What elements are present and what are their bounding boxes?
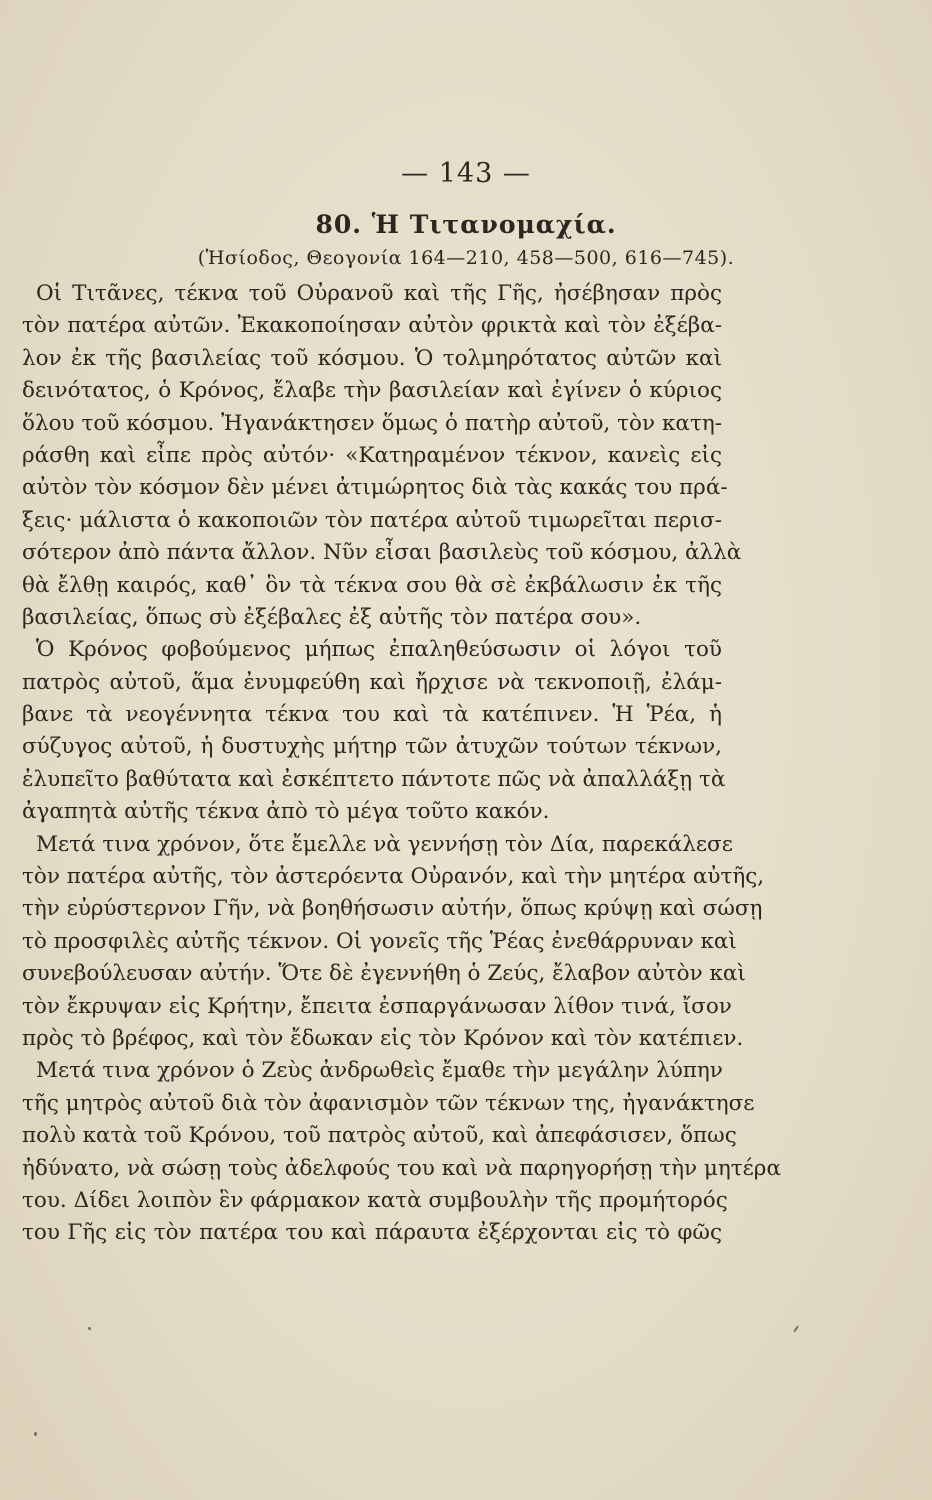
text-line: αὐτὸν τὸν κόσμον δὲν μένει ἀτιμώρητος διὰ τὰς κακάς του πρά-: [22, 475, 728, 501]
text-line: ἠδύνατο, νὰ σώσῃ τοὺς ἀδελφούς του καὶ νὰ παρηγορήσῃ τὴν μητέρα: [22, 1155, 781, 1181]
text-line: σότερον ἀπὸ πάντα ἄλλον. Νῦν εἶσαι βασιλεὺς τοῦ κόσμου, ἀλλὰ: [22, 540, 742, 566]
paragraph: [22, 278, 742, 634]
text-line: τὸν ἔκρυψαν εἰς Κρήτην, ἔπειτα ἐσπαργάνωσαν λίθον τινά, ἴσον: [22, 993, 732, 1019]
text-line: τὸν πατέρα αὐτῶν. Ἐκακοποίησαν αὐτὸν φρικτὰ καὶ τὸν ἐξέβα-: [22, 313, 722, 339]
chapter-title: 80. Ἡ Τιτανομαχία.: [315, 210, 617, 239]
text-line: τὸ προσφιλὲς αὐτῆς τέκνον. Οἱ γονεῖς τῆς Ῥέας ἐνεθάρρυναν καὶ: [22, 928, 737, 954]
paper-speck: [88, 1327, 91, 1330]
text-line: πολὺ κατὰ τοῦ Κρόνου, τοῦ πατρὸς αὐτοῦ, καὶ ἀπεφάσισεν, ὅπως: [22, 1123, 737, 1149]
text-line: βανε τὰ νεογέννητα τέκνα του καὶ τὰ κατέπινεν. Ἡ Ῥέα, ἡ: [22, 702, 722, 728]
body-text: [22, 278, 781, 1250]
text-line: συνεβούλευσαν αὐτήν. Ὅτε δὲ ἐγεννήθη ὁ Ζεύς, ἔλαβον αὐτὸν καὶ: [22, 961, 746, 987]
text-line: Ὁ Κρόνος φοβούμενος μήπως ἐπαληθεύσωσιν οἱ λόγοι τοῦ: [36, 637, 722, 663]
text-line: τὴν εὐρύστερνον Γῆν, νὰ βοηθήσωσιν αὐτήν, ὅπως κρύψῃ καὶ σώσῃ: [22, 896, 763, 922]
text-line: τῆς μητρὸς αὐτοῦ διὰ τὸν ἀφανισμὸν τῶν τέκνων της, ἠγανάκτησε: [22, 1090, 755, 1116]
paper-speck: [34, 1432, 37, 1436]
text-line: ὅλου τοῦ κόσμου. Ἠγανάκτησεν ὅμως ὁ πατὴρ αὐτοῦ, τὸν κατη-: [22, 410, 722, 436]
text-line: Μετά τινα χρόνον ὁ Ζεὺς ἀνδρωθεὶς ἔμαθε τὴν μεγάλην λύπην: [36, 1058, 723, 1084]
text-line: ἐλυπεῖτο βαθύτατα καὶ ἐσκέπτετο πάντοτε πῶς νὰ ἀπαλλάξῃ τὰ: [22, 766, 726, 792]
paper-speck: [793, 1325, 799, 1333]
paragraph: [22, 634, 726, 828]
text-line: Οἱ Τιτᾶνες, τέκνα τοῦ Οὐρανοῦ καὶ τῆς Γῆς, ἠσέβησαν πρὸς: [36, 281, 722, 306]
text-line: θὰ ἔλθῃ καιρός, καθ᾽ ὃν τὰ τέκνα σου θὰ σὲ ἐκβάλωσιν ἐκ τῆς: [22, 572, 722, 598]
text-line: σύζυγος αὐτοῦ, ἡ δυστυχὴς μήτηρ τῶν ἀτυχῶν τούτων τέκνων,: [22, 734, 722, 760]
page-number: — 143 —: [401, 158, 531, 189]
paragraph: [22, 1055, 781, 1249]
source-citation: (Ἡσίοδος, Θεογονία 164—210, 458—500, 616—745).: [197, 247, 735, 269]
text-line: ράσθη καὶ εἶπε πρὸς αὐτόν· «Κατηραμένον τέκνον, κανεὶς εἰς: [22, 442, 722, 468]
text-line: ξεις· μάλιστα ὁ κακοποιῶν τὸν πατέρα αὐτοῦ τιμωρεῖται περισ-: [22, 507, 722, 533]
text-line: πατρὸς αὐτοῦ, ἅμα ἐνυμφεύθη καὶ ἤρχισε νὰ τεκνοποιῇ, ἐλάμ-: [22, 669, 722, 695]
text-line: τὸν πατέρα αὐτῆς, τὸν ἀστερόεντα Οὐρανόν, καὶ τὴν μητέρα αὐτῆς,: [22, 864, 765, 890]
text-line: δεινότατος, ὁ Κρόνος, ἔλαβε τὴν βασιλείαν καὶ ἐγίνεν ὁ κύριος: [22, 378, 722, 404]
text-line: Μετά τινα χρόνον, ὅτε ἔμελλε νὰ γεννήσῃ τὸν Δία, παρεκάλεσε: [36, 831, 733, 857]
text-line: πρὸς τὸ βρέφος, καὶ τὸν ἔδωκαν εἰς τὸν Κρόνον καὶ τὸν κατέπιεν.: [22, 1025, 744, 1051]
text-line: λον ἐκ τῆς βασιλείας τοῦ κόσμου. Ὁ τολμηρότατος αὐτῶν καὶ: [22, 345, 722, 371]
text-line: του Γῆς εἰς τὸν πατέρα του καὶ πάραυτα ἐξέρχονται εἰς τὸ φῶς: [22, 1220, 722, 1246]
text-line: ἀγαπητὰ αὐτῆς τέκνα ἀπὸ τὸ μέγα τοῦτο κακόν.: [22, 799, 550, 825]
text-line: βασιλείας, ὅπως σὺ ἐξέβαλες ἐξ αὐτῆς τὸν πατέρα σου».: [22, 604, 642, 630]
paragraph: [22, 829, 765, 1056]
text-line: του. Δίδει λοιπὸν ἓν φάρμακον κατὰ συμβουλὴν τῆς προμήτορός: [22, 1187, 728, 1213]
